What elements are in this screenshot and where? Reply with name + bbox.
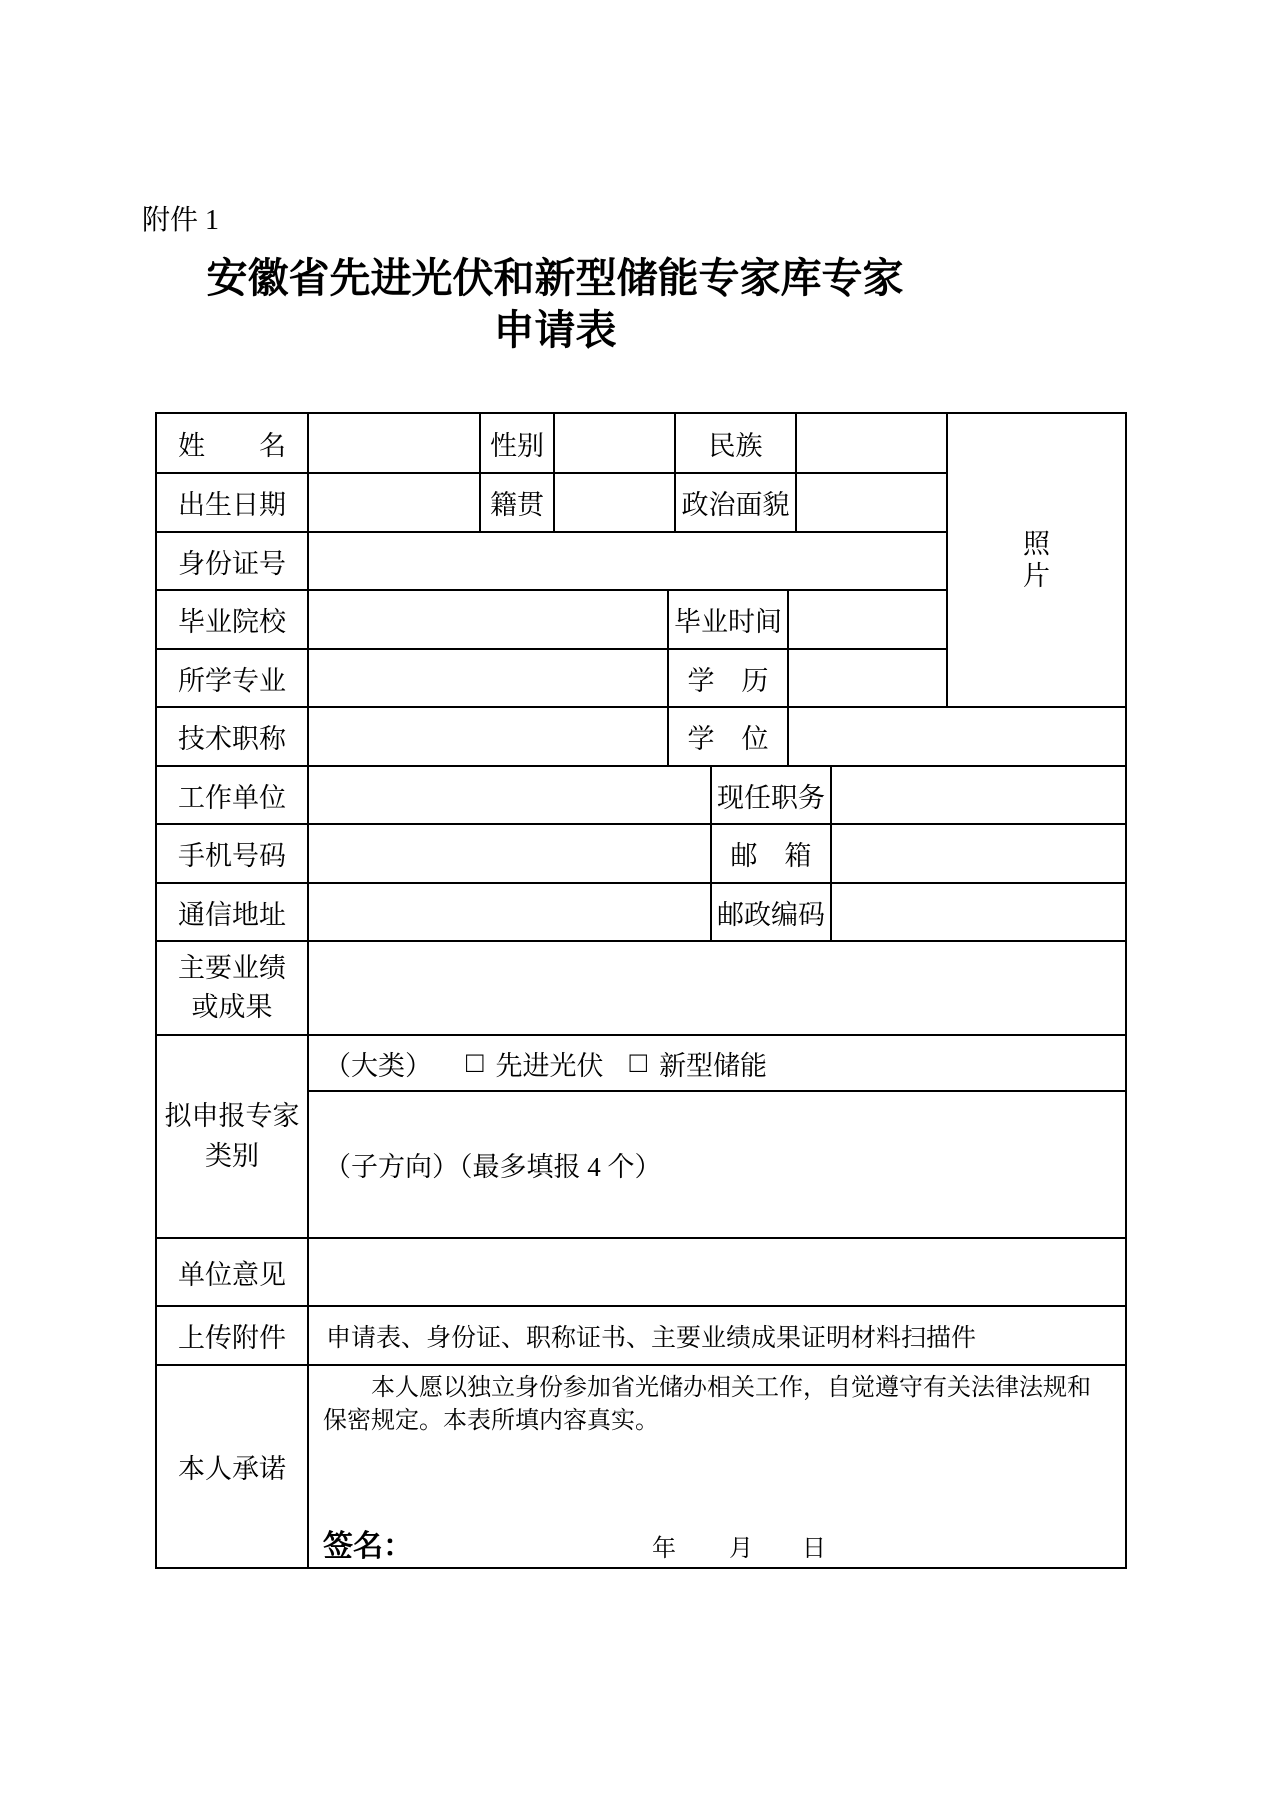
political-status-input-cell[interactable] (795, 472, 946, 531)
day-label: 日 (802, 1536, 826, 1562)
gender-input-cell[interactable] (553, 414, 674, 472)
postal-code-label: 邮政编码 (710, 882, 830, 940)
education-input-cell[interactable] (787, 648, 946, 706)
pledge-content-cell[interactable] (307, 1364, 1125, 1567)
birth-date-label: 出生日期 (157, 472, 307, 531)
school-input-cell[interactable] (307, 589, 667, 648)
address-input-cell[interactable] (307, 882, 710, 940)
attachment-number: 附件 1 (142, 205, 220, 236)
checkbox-new-storage-icon[interactable]: □ (629, 1046, 648, 1079)
position-input-cell[interactable] (830, 765, 1125, 823)
native-place-input-cell[interactable] (553, 472, 674, 531)
name-label: 姓 名 (178, 430, 286, 461)
graduation-time-input-cell[interactable] (787, 589, 946, 648)
achievements-input-cell[interactable] (307, 940, 1125, 1034)
photo-cell[interactable] (946, 414, 1125, 706)
checkbox-advanced-pv-icon[interactable]: □ (466, 1046, 484, 1079)
unit-opinion-label: 单位意见 (157, 1237, 307, 1305)
achievements-label-line1: 主要业绩 (178, 952, 286, 983)
major-class-label: （大类） (324, 1050, 432, 1081)
id-number-label: 身份证号 (157, 531, 307, 589)
signature-label: 签名： (323, 1530, 413, 1563)
photo-label: 照片 (1023, 528, 1050, 591)
name-input-cell[interactable] (307, 414, 479, 472)
political-status-label: 政治面貌 (674, 472, 795, 531)
postal-code-input-cell[interactable] (830, 882, 1125, 940)
pledge-label: 本人承诺 (157, 1364, 307, 1567)
unit-opinion-input-cell[interactable] (307, 1237, 1125, 1305)
achievements-label-line2: 或成果 (191, 992, 273, 1022)
expert-category-label-line1: 拟申报专家 (164, 1101, 300, 1132)
attachments-label: 上传附件 (157, 1305, 307, 1364)
advanced-pv-option-label: 先进光伏 (495, 1050, 604, 1081)
sub-direction-input-cell[interactable] (307, 1090, 1125, 1237)
tech-title-label: 技术职称 (157, 706, 307, 765)
attachments-required-text: 申请表、身份证、职称证书、主要业绩成果证明材料扫描件 (307, 1305, 1125, 1364)
major-class-row (307, 1034, 1125, 1090)
achievements-label (157, 940, 307, 1034)
sub-direction-label: （子方向）（最多填报 4 个） (324, 1152, 662, 1182)
birth-date-input-cell[interactable] (307, 472, 479, 531)
gender-label: 性别 (479, 414, 553, 472)
page-title: 安徽省先进光伏和新型储能专家库专家 (206, 255, 904, 301)
pledge-text: 本人愿以独立身份参加省光储办相关工作，自觉遵守有关法律法规和保密规定。本表所填内容真实。 (323, 1375, 1091, 1434)
major-input-cell[interactable] (307, 648, 667, 706)
degree-input-cell[interactable] (787, 706, 1125, 765)
new-storage-option-label: 新型储能 (659, 1050, 768, 1081)
title-block (155, 252, 955, 357)
address-label: 通信地址 (157, 882, 307, 940)
mobile-input-cell[interactable] (307, 823, 710, 882)
education-label: 学 历 (667, 648, 787, 706)
ethnicity-input-cell[interactable] (795, 414, 946, 472)
mobile-label: 手机号码 (157, 823, 307, 882)
major-label: 所学专业 (157, 648, 307, 706)
graduation-time-label: 毕业时间 (667, 589, 787, 648)
expert-category-label-line2: 类别 (205, 1140, 259, 1171)
ethnicity-label: 民族 (674, 414, 795, 472)
native-place-label: 籍贯 (479, 472, 553, 531)
tech-title-input-cell[interactable] (307, 706, 667, 765)
degree-label: 学 位 (667, 706, 787, 765)
page-subtitle: 申请表 (493, 307, 617, 354)
email-label: 邮 箱 (710, 823, 830, 882)
employer-label: 工作单位 (157, 765, 307, 823)
employer-input-cell[interactable] (307, 765, 710, 823)
school-label: 毕业院校 (157, 589, 307, 648)
application-form-table (155, 412, 1127, 1569)
expert-category-label (157, 1034, 307, 1237)
position-label: 现任职务 (710, 765, 830, 823)
month-label: 月 (729, 1536, 753, 1562)
email-input-cell[interactable] (830, 823, 1125, 882)
id-number-input-cell[interactable] (307, 531, 946, 589)
year-label: 年 (652, 1536, 676, 1562)
